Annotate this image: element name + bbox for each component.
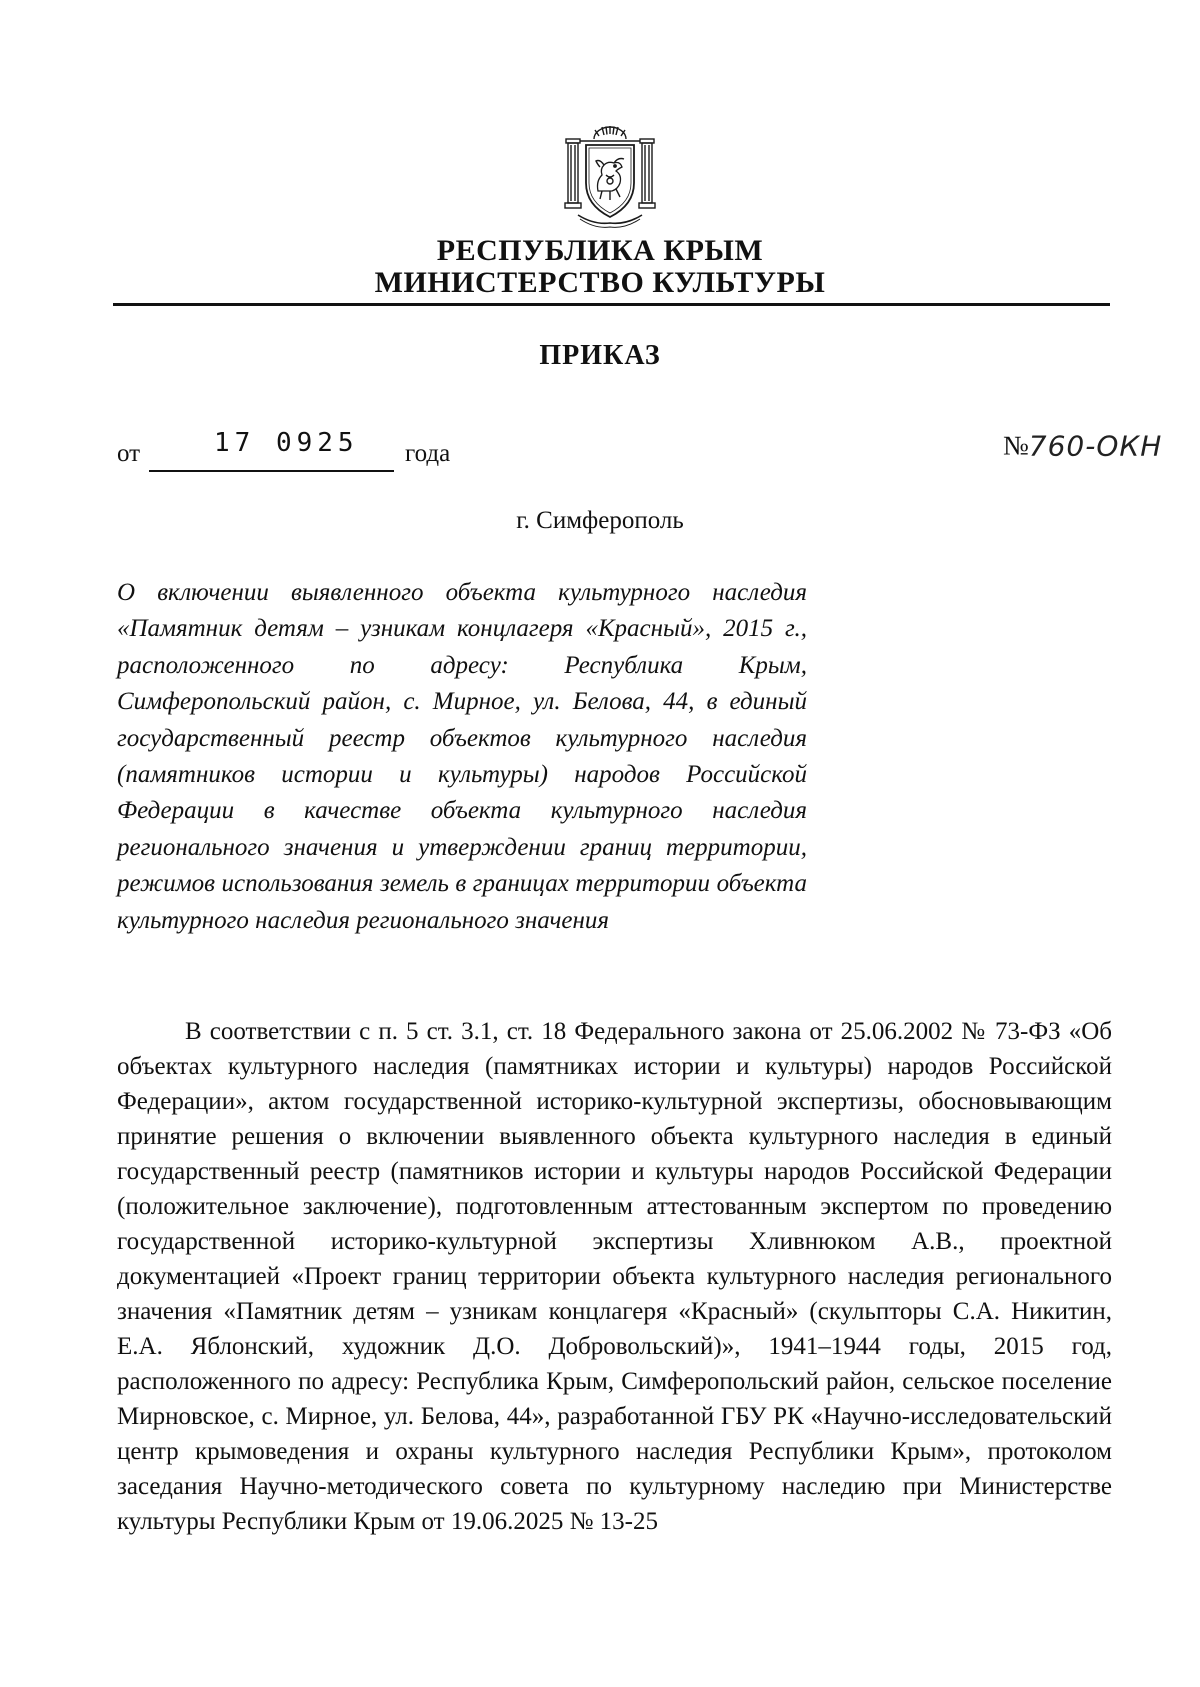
preamble-paragraph: В соответствии с п. 5 ст. 3.1, ст. 18 Федерального закона от 25.06.2002 № 73-ФЗ «Об объектах культурного наследия (памятниках истории и культуры) народов Российской Федерации», актом государственной историко-культурной экспертизы, обосновывающим принятие решения о включении выявленного объекта культурного наследия в единый государственный реестр (памятников истории и культуры народов Российской Федерации (положительное заключение), подготовленным аттестованным экспертом по проведению государственной историко-культурной экспертизы Хливнюком А.В., проектной документацией «Проект границ территории объекта культурного наследия регионального значения «Памятник детям – узникам концлагеря «Красный» (скульпторы С.А. Никитин, Е.А. Яблонский, художник Д.О. Добровольский)», 1941–1944 годы, 2015 год, расположенного по адресу: Республика Крым, Симферопольский район, сельское поселение Мирновское, с. Мирное, ул. Белова, 44», разработанной ГБУ РК «Научно-исследовательский центр крымоведения и охраны культурного наследия Республики Крым», протоколом заседания Научно-методического совета по культурному наследию при Министерстве культуры Республики Крым от 19.06.2025 № 13-25: [117, 1018, 1112, 1535]
crimea-coat-of-arms-icon: [560, 125, 660, 231]
order-number-handwritten: 760-ОКН: [1028, 429, 1163, 463]
header-divider: [113, 303, 1110, 306]
date-stamp-value: 17 0925: [214, 428, 359, 458]
document-title: ПРИКАЗ: [539, 340, 661, 371]
issue-city: г. Симферополь: [516, 507, 684, 534]
number-sign: №: [1003, 430, 1029, 461]
order-subject: О включении выявленного объекта культурного наследия «Памятник детям – узникам концлагеря «Красный», 2015 г., расположенного по адресу: Республика Крым, Симферопольский район, с. Мирное, ул. Белова, 44, в единый государственный реестр объектов культурного наследия (памятников истории и культуры) народов Российской Федерации в качестве объекта культурного наследия регионального значения и утверждении границ территории, режимов использования земель в границах территории объекта культурного наследия регионального значения: [117, 579, 807, 934]
org-name-line2: МИНИСТЕРСТВО КУЛЬТУРЫ: [374, 266, 826, 299]
org-name-line1: РЕСПУБЛИКА КРЫМ: [436, 234, 764, 267]
date-suffix: года: [405, 440, 451, 467]
order-number: [1003, 428, 1162, 462]
date-prefix: от: [117, 440, 141, 467]
date-field: [149, 430, 394, 472]
